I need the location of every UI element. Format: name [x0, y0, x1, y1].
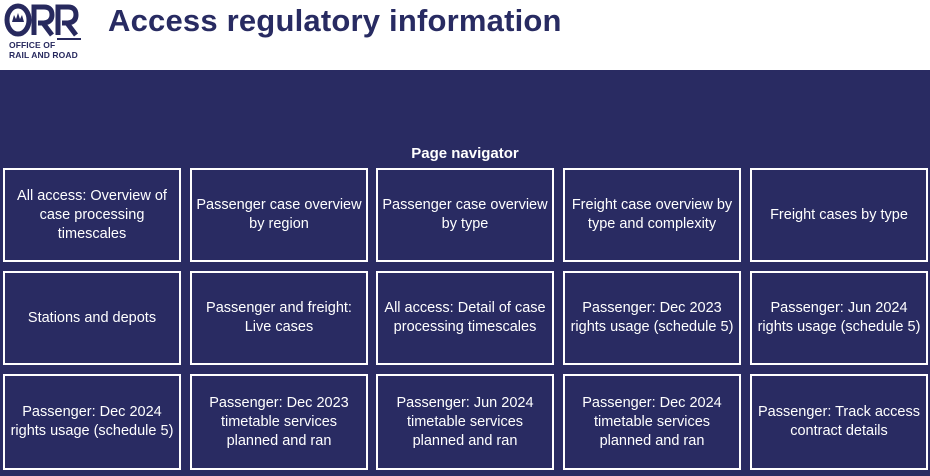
tile-stations-depots[interactable]: [3, 271, 181, 365]
tile-live-cases[interactable]: [190, 271, 368, 365]
tile-passenger-by-type[interactable]: [376, 168, 554, 262]
tile-passenger-by-region[interactable]: [190, 168, 368, 262]
logo-line-2: RAIL AND ROAD: [9, 50, 78, 60]
tile-dec-2023-rights[interactable]: [563, 271, 741, 365]
tile-label: Passenger: Track access contract details: [758, 404, 920, 439]
tile-label: Freight case overview by type and complexity: [571, 197, 733, 232]
navigator-panel: [0, 70, 930, 476]
tile-label: Passenger: Dec 2023 rights usage (schedule 5): [570, 300, 734, 335]
tile-label: Passenger case overview by region: [196, 197, 362, 232]
logo-text: [9, 40, 78, 60]
tile-dec-2024-timetable[interactable]: [563, 374, 741, 470]
tile-label: Passenger: Dec 2024 rights usage (schedule 5): [10, 404, 174, 439]
tile-all-access-detail[interactable]: [376, 271, 554, 365]
tile-all-access-overview[interactable]: [3, 168, 181, 262]
page-title: Access regulatory information: [108, 3, 562, 38]
tile-freight-cases-by-type[interactable]: [750, 168, 928, 262]
tile-dec-2023-timetable[interactable]: [190, 374, 368, 470]
orr-logo-mark: [4, 2, 84, 42]
tile-jun-2024-timetable[interactable]: [376, 374, 554, 470]
page-navigator-heading: Page navigator: [411, 145, 519, 162]
tile-label: Freight cases by type: [770, 206, 908, 223]
orr-logo[interactable]: [4, 2, 84, 60]
tile-label: All access: Detail of case processing timescales: [384, 300, 546, 335]
tile-label: Passenger case overview by type: [382, 197, 548, 232]
tile-label: Passenger: Jun 2024 timetable services planned and ran: [396, 394, 534, 449]
tile-label: All access: Overview of case processing timescales: [17, 187, 167, 242]
tile-label: Passenger and freight: Live cases: [206, 300, 352, 335]
tile-label: Passenger: Dec 2024 timetable services planned and ran: [582, 394, 722, 449]
tile-dec-2024-rights[interactable]: [3, 374, 181, 470]
logo-line-1: OFFICE OF: [9, 40, 56, 50]
page-header: [0, 0, 930, 70]
tile-freight-by-type-complexity[interactable]: [563, 168, 741, 262]
tile-track-access-contracts[interactable]: [750, 374, 928, 470]
tile-label: Passenger: Dec 2023 timetable services planned and ran: [209, 394, 349, 449]
tile-label: Passenger: Jun 2024 rights usage (schedule 5): [757, 300, 921, 335]
tile-label: Stations and depots: [27, 309, 157, 326]
tile-jun-2024-rights[interactable]: [750, 271, 928, 365]
